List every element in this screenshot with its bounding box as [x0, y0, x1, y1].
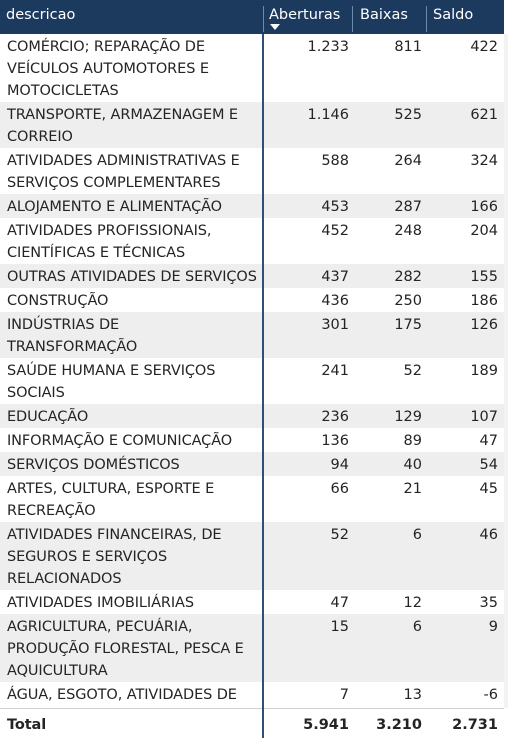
table-row[interactable]	[0, 288, 504, 312]
cell-descricao: CONSTRUÇÃO	[7, 293, 109, 309]
cell-baixas: 129	[394, 409, 422, 425]
table-row[interactable]	[0, 358, 504, 404]
cell-descricao: ATIVIDADES PROFISSIONAIS, CIENTÍFICAS E TÉCNICAS	[7, 223, 212, 261]
table-row[interactable]	[0, 102, 504, 148]
cell-descricao: ALOJAMENTO E ALIMENTAÇÃO	[7, 199, 222, 215]
cell-saldo: -6	[483, 687, 498, 703]
cell-aberturas: 1.233	[307, 39, 349, 55]
header-divider	[426, 6, 427, 32]
header-divider	[352, 6, 353, 32]
cell-aberturas: 436	[321, 293, 349, 309]
table-row[interactable]	[0, 682, 504, 708]
table-row[interactable]	[0, 312, 504, 358]
cell-aberturas: 453	[321, 199, 349, 215]
cell-descricao: ATIVIDADES IMOBILIÁRIAS	[7, 595, 194, 611]
cell-baixas: 12	[403, 595, 422, 611]
cell-baixas: 52	[403, 363, 422, 379]
total-aberturas: 5.941	[303, 717, 349, 733]
cell-saldo: 45	[479, 481, 498, 497]
column-header-aberturas[interactable]: Aberturas	[269, 7, 341, 23]
cell-baixas: 248	[394, 223, 422, 239]
cell-baixas: 89	[403, 433, 422, 449]
cell-aberturas: 52	[330, 527, 349, 543]
table-body[interactable]	[0, 34, 504, 708]
table-row[interactable]	[0, 218, 504, 264]
cell-descricao: TRANSPORTE, ARMAZENAGEM E CORREIO	[7, 107, 238, 145]
cell-baixas: 287	[394, 199, 422, 215]
cell-descricao: SAÚDE HUMANA E SERVIÇOS SOCIAIS	[7, 363, 216, 401]
cell-aberturas: 94	[330, 457, 349, 473]
cell-descricao: ÁGUA, ESGOTO, ATIVIDADES DE	[7, 687, 237, 703]
table-row[interactable]	[0, 452, 504, 476]
cell-saldo: 35	[479, 595, 498, 611]
cell-baixas: 13	[403, 687, 422, 703]
cell-saldo: 189	[470, 363, 498, 379]
cell-aberturas: 66	[330, 481, 349, 497]
cell-aberturas: 241	[321, 363, 349, 379]
cell-aberturas: 15	[330, 619, 349, 635]
cell-aberturas: 1.146	[307, 107, 349, 123]
cell-baixas: 282	[394, 269, 422, 285]
table-row[interactable]	[0, 264, 504, 288]
table-row[interactable]	[0, 590, 504, 614]
cell-baixas: 175	[394, 317, 422, 333]
cell-saldo: 46	[479, 527, 498, 543]
cell-saldo: 155	[470, 269, 498, 285]
cell-descricao: ARTES, CULTURA, ESPORTE E RECREAÇÃO	[7, 481, 215, 519]
cell-saldo: 166	[470, 199, 498, 215]
cell-aberturas: 7	[339, 687, 349, 703]
cell-descricao: OUTRAS ATIVIDADES DE SERVIÇOS	[7, 269, 257, 285]
cell-descricao: SERVIÇOS DOMÉSTICOS	[7, 457, 180, 473]
cell-baixas: 6	[412, 527, 422, 543]
cell-aberturas: 236	[321, 409, 349, 425]
cell-saldo: 107	[470, 409, 498, 425]
column-header-descricao[interactable]: descricao	[6, 7, 76, 23]
cell-baixas: 525	[394, 107, 422, 123]
cell-saldo: 204	[470, 223, 498, 239]
cell-aberturas: 588	[321, 153, 349, 169]
table-row[interactable]	[0, 34, 504, 102]
cell-saldo: 54	[479, 457, 498, 473]
sort-descending-icon[interactable]	[270, 24, 280, 30]
cell-baixas: 264	[394, 153, 422, 169]
header-divider	[263, 6, 264, 32]
cell-descricao: EDUCAÇÃO	[7, 409, 89, 425]
cell-aberturas: 136	[321, 433, 349, 449]
cell-saldo: 126	[470, 317, 498, 333]
cell-aberturas: 437	[321, 269, 349, 285]
table-row[interactable]	[0, 194, 504, 218]
cell-aberturas: 47	[330, 595, 349, 611]
column-header-saldo[interactable]: Saldo	[433, 7, 474, 23]
cell-saldo: 9	[488, 619, 498, 635]
table-row[interactable]	[0, 148, 504, 194]
column-header-baixas[interactable]: Baixas	[360, 7, 408, 23]
cell-saldo: 47	[479, 433, 498, 449]
table-row[interactable]	[0, 404, 504, 428]
cell-saldo: 621	[470, 107, 498, 123]
total-saldo: 2.731	[452, 717, 498, 733]
vertical-scrollbar[interactable]	[504, 34, 508, 708]
column-divider	[262, 34, 264, 738]
total-label: Total	[7, 717, 47, 733]
cell-aberturas: 452	[321, 223, 349, 239]
cell-descricao: INDÚSTRIAS DE TRANSFORMAÇÃO	[7, 317, 138, 355]
cell-descricao: ATIVIDADES ADMINISTRATIVAS E SERVIÇOS COMPLEMENTARES	[7, 153, 240, 191]
cell-baixas: 6	[412, 619, 422, 635]
cell-baixas: 21	[403, 481, 422, 497]
cell-descricao: AGRICULTURA, PECUÁRIA, PRODUÇÃO FLORESTAL, PESCA E AQUICULTURA	[7, 619, 244, 679]
cell-baixas: 250	[394, 293, 422, 309]
cell-aberturas: 301	[321, 317, 349, 333]
table-row[interactable]	[0, 522, 504, 590]
cell-saldo: 186	[470, 293, 498, 309]
cell-descricao: INFORMAÇÃO E COMUNICAÇÃO	[7, 433, 233, 449]
cell-saldo: 324	[470, 153, 498, 169]
cell-baixas: 40	[403, 457, 422, 473]
table-row[interactable]	[0, 614, 504, 682]
total-baixas: 3.210	[376, 717, 422, 733]
table-header	[0, 0, 504, 34]
table-row[interactable]	[0, 428, 504, 452]
cell-descricao: ATIVIDADES FINANCEIRAS, DE SEGUROS E SERVIÇOS RELACIONADOS	[7, 527, 222, 587]
cell-saldo: 422	[470, 39, 498, 55]
table-row[interactable]	[0, 476, 504, 522]
cell-baixas: 811	[394, 39, 422, 55]
total-row	[0, 708, 504, 743]
cell-descricao: COMÉRCIO; REPARAÇÃO DE VEÍCULOS AUTOMOTORES E MOTOCICLETAS	[7, 39, 209, 99]
